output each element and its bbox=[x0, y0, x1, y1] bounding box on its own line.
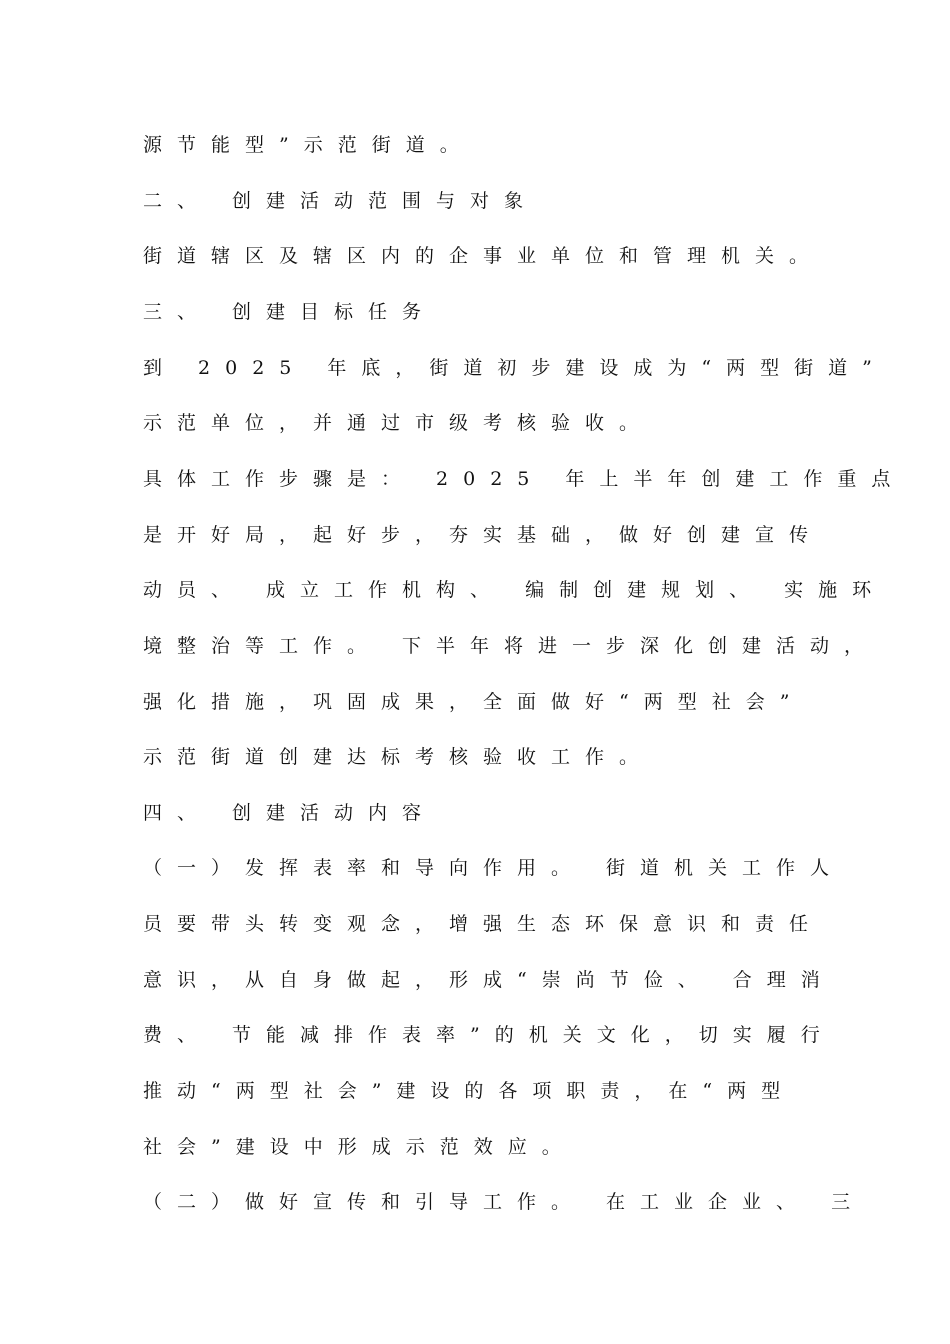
text-line: 是开好局，起好步，夯实基础，做好创建宣传 bbox=[143, 524, 824, 546]
text-line: 意识，从自身做起，形成“崇尚节俭、 合理消 bbox=[143, 969, 835, 991]
text-line: 强化措施，巩固成果，全面做好“两型社会” bbox=[143, 691, 805, 713]
text-line: 具体工作步骤是： 2025 年上半年创建工作重点 bbox=[143, 468, 906, 490]
text-line: 到 2025 年底，街道初步建设成为“两型街道” bbox=[143, 357, 887, 379]
section-heading: 三、 创建目标任务 bbox=[143, 301, 437, 323]
text-line: 费、 节能减排作表率”的机关文化，切实履行 bbox=[143, 1024, 835, 1046]
text-line: 动员、 成立工作机构、 编制创建规划、 实施环 bbox=[143, 579, 887, 601]
text-line: 推动“两型社会”建设的各项职责，在“两型 bbox=[143, 1080, 796, 1102]
text-line: （一）发挥表率和导向作用。 街道机关工作人 bbox=[143, 857, 845, 879]
text-line: （二）做好宣传和引导工作。 在工业企业、 三 bbox=[143, 1191, 866, 1213]
text-line: 源节能型”示范街道。 bbox=[143, 134, 474, 156]
text-line: 示范单位，并通过市级考核验收。 bbox=[143, 412, 654, 434]
text-line: 境整治等工作。 下半年将进一步深化创建活动， bbox=[143, 635, 879, 657]
text-line: 示范街道创建达标考核验收工作。 bbox=[143, 746, 654, 768]
text-line: 社会”建设中形成示范效应。 bbox=[143, 1136, 576, 1158]
section-heading: 四、 创建活动内容 bbox=[143, 802, 437, 824]
text-line: 员要带头转变观念，增强生态环保意识和责任 bbox=[143, 913, 824, 935]
section-heading: 二、 创建活动范围与对象 bbox=[143, 190, 539, 212]
text-line: 街道辖区及辖区内的企事业单位和管理机关。 bbox=[143, 245, 824, 267]
